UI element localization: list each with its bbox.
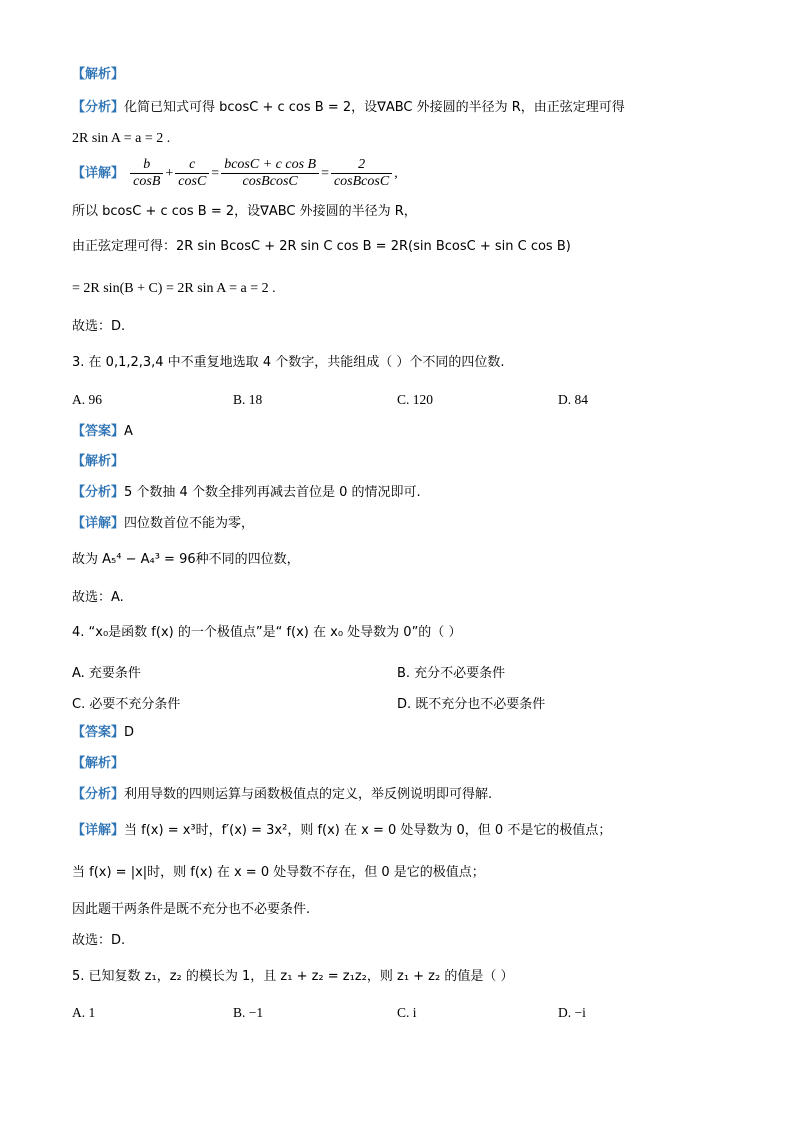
q4-method: 【分析】利用导数的四则运算与函数极值点的定义，举反例说明即可得解. — [72, 787, 493, 802]
q4-option-c: C. 必要不充分条件 — [72, 697, 181, 712]
fraction: $\frac{c}{\cos C}$ — [175, 157, 209, 190]
q3-stem: 3. 在 0,1,2,3,4 中不重复地选取 4 个数字，共能组成（ ）个不同的四位数. — [72, 355, 505, 370]
q2-line2: 所以 bcosC + c cos B = 2，设∇ABC 外接圆的半径为 R， — [72, 204, 417, 219]
q3-answer: 【答案】A — [72, 424, 133, 439]
q3-method: 【分析】5 个数抽 4 个数全排列再减去首位是 0 的情况即可. — [72, 485, 421, 500]
q3-option-d: D. 84 — [558, 392, 588, 407]
q3-detail: 【详解】四位数首位不能为零， — [72, 516, 255, 531]
q4-analysis-heading: 【解析】 — [72, 756, 125, 771]
q5-option-d: D. −i — [558, 1005, 586, 1020]
q4-choice: 故选：D. — [72, 933, 126, 948]
q2-method-cont: 2R sin A = a = 2 . — [72, 131, 171, 146]
q3-calc: 故为 A₅⁴ − A₄³ = 96种不同的四位数， — [72, 552, 300, 567]
fraction: $\frac{2}{\text{cosBcosC}}$ — [331, 157, 392, 190]
q3-analysis-heading: 【解析】 — [72, 454, 125, 469]
q4-line3: 因此题干两条件是既不充分也不必要条件. — [72, 902, 311, 917]
q5-option-b: B. −1 — [233, 1005, 264, 1020]
q4-answer: 【答案】D — [72, 725, 135, 740]
q2-line4: = 2R sin(B + C) = 2R sin A = a = 2 . — [72, 281, 276, 296]
q2-detail: 【详解】 $\frac{b}{\cos B}$ + $\frac{c}{\cos C}$ = $\frac{\text{bcosC + c cos B}}{\text{cosBcosC}}$ = $\frac{2}{\text{cosBcosC}}$ , — [72, 157, 398, 189]
q4-stem: 4. “x₀是函数 f(x) 的一个极值点”是“ f(x) 在 x₀ 处导数为 0”的（ ） — [72, 625, 462, 640]
q2-line3: 由正弦定理可得：2R sin BcosC + 2R sin C cos B = 2R(sin BcosC + sin C cos B) — [72, 239, 571, 254]
q3-option-a: A. 96 — [72, 392, 102, 407]
q3-choice: 故选：A. — [72, 590, 124, 605]
fraction: $\frac{\text{bcosC + c cos B}}{\text{cosBcosC}}$ — [221, 157, 319, 190]
analysis-heading: 【解析】 — [72, 67, 125, 82]
q5-stem: 5. 已知复数 z₁，z₂ 的模长为 1，且 z₁ + z₂ = z₁z₂，则 z₁ + z₂ 的值是（ ） — [72, 969, 514, 984]
q4-detail: 【详解】当 f(x) = x³时，f′(x) = 3x²，则 f(x) 在 x = 0 处导数为 0，但 0 不是它的极值点； — [72, 823, 612, 838]
q2-choice: 故选：D. — [72, 319, 126, 334]
q4-option-b: B. 充分不必要条件 — [397, 666, 506, 681]
q3-option-c: C. 120 — [397, 392, 434, 407]
fraction: $\frac{b}{\cos B}$ — [130, 157, 163, 190]
q4-option-a: A. 充要条件 — [72, 666, 141, 681]
q4-line2: 当 f(x) = |x|时，则 f(x) 在 x = 0 处导数不存在，但 0 是它的极值点； — [72, 865, 485, 880]
q5-option-a: A. 1 — [72, 1005, 96, 1020]
q5-option-c: C. i — [397, 1005, 417, 1020]
q2-method: 【分析】化简已知式可得 bcosC + c cos B = 2，设∇ABC 外接圆的半径为 R，由正弦定理可得 — [72, 100, 625, 115]
q4-option-d: D. 既不充分也不必要条件 — [397, 697, 546, 712]
q3-option-b: B. 18 — [233, 392, 263, 407]
